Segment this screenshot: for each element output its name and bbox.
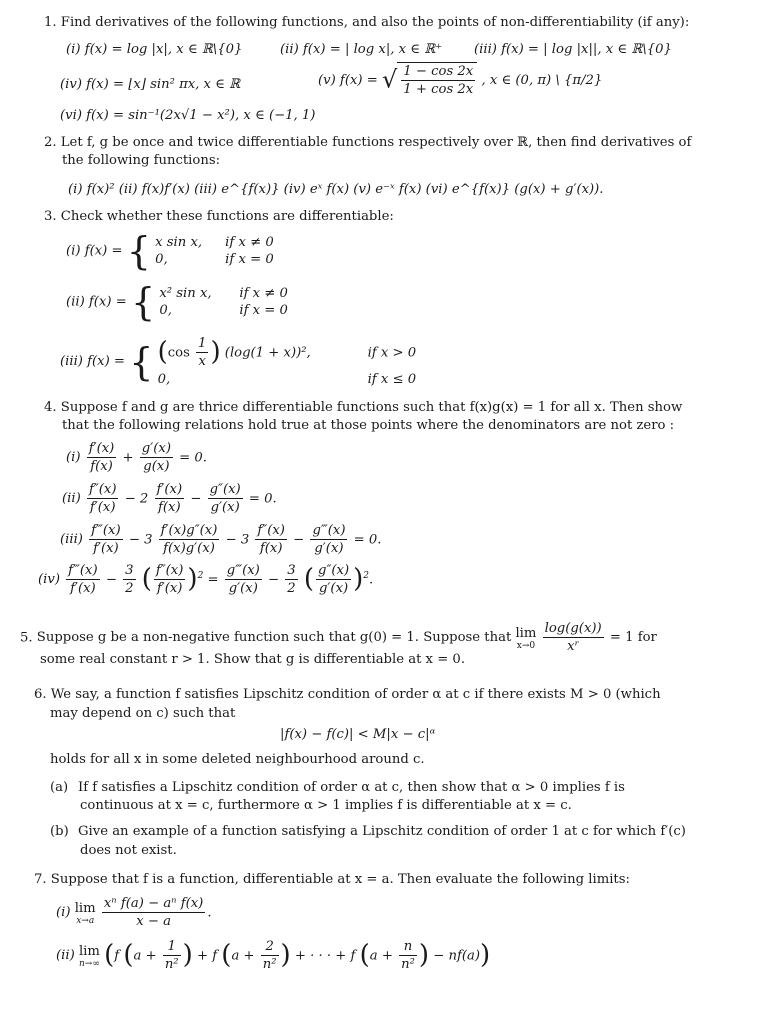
operator: − — [105, 572, 117, 588]
case-value: 0, — [155, 252, 168, 267]
frac-numerator: xⁿ f(a) − aⁿ f(x) — [102, 895, 205, 913]
problem-text: = 1 for — [609, 630, 657, 646]
problem-3-title — [44, 208, 394, 225]
problem-6-a-line-2: continuous at x = c, furthermore α > 1 implies f is differentiable at x = c. — [80, 798, 572, 813]
p1-v-numerator: 1 − cos 2x — [401, 63, 475, 81]
lim-text: lim — [78, 943, 100, 959]
frac-denominator: n² — [262, 957, 277, 973]
problem-number: 4. — [44, 400, 57, 415]
frac-numerator: g‴(x) — [225, 562, 262, 580]
frac-denominator: f′(x) — [89, 500, 116, 516]
case-condition: if x = 0 — [239, 303, 288, 318]
frac-numerator: f‴(x) — [89, 522, 122, 540]
frac-numerator: 1 — [196, 335, 208, 353]
p4-item-iv: (iv) $\frac{f‴(x)}{f'(x)}$ − $\frac{3}{2}$ ( $\frac{f''(x)}{f'(x)}$ )$^2$ = $\frac{g‴(x)}{g'(x)}$ − $\frac{3}{2}$ ( $\frac{g''(x)}{g'(x)}$ )$^2$. — [38, 563, 374, 597]
brace-symbol: { — [130, 280, 156, 324]
problem-text: Suppose f and g are thrice differentiable functions such that f(x)g(x) = 1 for all x. Then show — [60, 400, 683, 415]
problem-4-text-2: that the following relations hold true at those points where the denominators are not zero : — [62, 418, 675, 433]
term-a: a + — [231, 948, 255, 964]
item-label: (i) — [66, 450, 81, 466]
item-label: (a) — [50, 780, 69, 795]
frac-numerator: g″(x) — [316, 562, 351, 580]
item-label: (i) — [56, 905, 71, 921]
frac-numerator: 1 — [163, 938, 181, 956]
frac-denominator: g(x) — [143, 459, 170, 475]
piecewise-cases — [159, 285, 288, 320]
operator: − — [293, 532, 305, 548]
frac-denominator: x — [198, 354, 206, 370]
p4-item-ii — [62, 481, 277, 517]
problem-5-text-2: some real constant r > 1. Show that g is differentiable at x = 0. — [40, 652, 466, 667]
frac-numerator: log(g(x)) — [543, 620, 604, 638]
lim-text: lim — [515, 625, 537, 641]
frac-numerator: f′(x)g″(x) — [159, 522, 220, 540]
frac-denominator: f(x) — [90, 459, 113, 475]
equals: = 0. — [179, 450, 207, 466]
f-symbol: f — [114, 948, 120, 964]
operator: − — [268, 572, 280, 588]
p4-item-i — [66, 440, 207, 476]
equals: = — [207, 572, 219, 588]
frac-denominator: f(x) — [259, 541, 283, 557]
frac-numerator: 3 — [285, 562, 297, 580]
frac-numerator: g″(x) — [208, 481, 243, 499]
brace-symbol: { — [129, 339, 154, 384]
problem-number: 6. — [34, 687, 47, 702]
problem-6-b-line-2: does not exist. — [80, 843, 177, 858]
frac-denominator: 2 — [125, 581, 134, 597]
problem-text: Suppose that f is a function, differentiable at x = a. Then evaluate the following limits: — [50, 872, 630, 887]
frac-numerator: 3 — [123, 562, 135, 580]
frac-denominator: xʳ — [567, 639, 580, 655]
problem-6-b-line-1 — [50, 823, 686, 840]
p3-item-iii — [60, 335, 416, 388]
term-a: a + — [133, 948, 157, 964]
item-label: (ii) — [62, 491, 81, 507]
frac-numerator: f‴(x) — [66, 562, 99, 580]
p1-item-vi: (vi) f(x) = sin⁻¹(2x√1 − x²), x ∈ (−1, 1) — [60, 108, 316, 123]
frac-denominator: 2 — [287, 581, 296, 597]
frac-numerator: f′(x) — [155, 481, 185, 499]
limit-operator — [75, 900, 96, 926]
problem-text: Give an example of a function satisfying a Lipschitz condition of order 1 at c for which f′(c) — [78, 824, 686, 839]
frac-denominator: f′(x) — [93, 541, 119, 557]
p7-item-ii: (ii) lim n→∞ (f (a + $\frac{1}{\text{n²}}$ ) + f (a + $\frac{2}{\text{n²}}$ ) + · · · + f (a + $\frac{n}{\text{n²}}$ ) − nf(a)) — [56, 939, 491, 973]
limit-operator — [515, 625, 536, 651]
p3-item-ii — [66, 280, 288, 324]
operator: − nf(a) — [433, 948, 481, 964]
problem-6-text-1 — [34, 686, 661, 703]
problem-number: 7. — [34, 872, 47, 887]
problem-2-text-1 — [44, 134, 691, 151]
item-label: (b) — [50, 824, 69, 839]
operator: − 3 — [225, 532, 250, 548]
frac-numerator: f′(x) — [87, 440, 117, 458]
operator: − 2 — [124, 491, 149, 507]
case-condition: if x > 0 — [367, 345, 417, 361]
lim-subscript: x→a — [76, 916, 95, 927]
p3-i-label: (i) f(x) = — [66, 243, 123, 259]
piecewise-cases — [155, 234, 274, 269]
p1-v-denominator: 1 + cos 2x — [403, 82, 474, 98]
frac-numerator: f″(x) — [255, 522, 287, 540]
problem-7-text — [34, 871, 630, 888]
p1-item-iv: (iv) f(x) = ⌊x⌋ sin² πx, x ∈ ℝ — [60, 77, 241, 92]
problem-1-title — [44, 14, 689, 31]
problem-number: 3. — [44, 209, 57, 224]
frac-denominator: f′(x) — [70, 581, 96, 597]
problem-text: Suppose g be a non-negative function such that g(0) = 1. Suppose that — [36, 630, 512, 646]
operator: − 3 — [128, 532, 153, 548]
equals: = 0. — [248, 491, 277, 507]
operator: − — [190, 491, 202, 507]
frac-numerator: f″(x) — [154, 562, 186, 580]
p1-item-i: (i) f(x) = log |x|, x ∈ ℝ\{0} — [66, 42, 243, 57]
operator: + f — [196, 948, 218, 964]
piecewise-cases: (cos $\frac{1}{x}$ ) (log(1 + x))², if x > 0 0, if x ≤ 0 — [157, 336, 417, 387]
p3-item-i — [66, 229, 274, 273]
problem-number: 2. — [44, 135, 57, 150]
frac-denominator: g′(x) — [210, 500, 240, 516]
problem-text: Let f, g be once and twice differentiable functions respectively over ℝ, then find derivatives of — [60, 135, 692, 150]
p7-item-i — [56, 895, 212, 931]
frac-numerator: g′(x) — [140, 440, 173, 458]
problem-text: We say, a function f satisfies Lipschitz condition of order α at c if there exists M > 0 (which — [50, 687, 661, 702]
operator: + · · · + f — [294, 948, 356, 964]
problem-text: Check whether these functions are differentiable: — [60, 209, 394, 224]
frac-numerator: n — [399, 938, 417, 956]
item-label: (iv) — [38, 572, 60, 588]
sqrt-symbol: √ $\frac{1 - \cos 2x}{1 + \cos 2x}$ — [382, 62, 477, 99]
case-value: 0, — [157, 371, 171, 387]
problem-text: If f satisfies a Lipschitz condition of order α at c, then show that α > 0 implies f is — [78, 780, 625, 795]
frac-denominator: g′(x) — [314, 541, 344, 557]
p4-item-iii — [60, 522, 382, 558]
lim-text: lim — [74, 900, 96, 916]
lipschitz-formula: |f(x) − f(c)| < M|x − c|ᵅ — [280, 727, 436, 742]
frac-denominator: x − a — [136, 914, 171, 930]
frac-numerator: 2 — [261, 938, 279, 956]
period: . — [369, 572, 374, 588]
problem-6-text-3: holds for all x in some deleted neighbourhood around c. — [50, 752, 425, 767]
operator: + — [122, 450, 134, 466]
frac-denominator: g′(x) — [318, 581, 349, 597]
problem-2-text-2: the following functions: — [62, 153, 221, 168]
frac-denominator: f′(x) — [156, 581, 183, 597]
p1-v-domain: , x ∈ (0, π) \ {π/2} — [481, 72, 603, 88]
item-label: (ii) — [56, 948, 75, 964]
case-value: (log(1 + x))², — [224, 345, 311, 361]
case-condition: if x ≠ 0 — [239, 285, 288, 301]
frac-denominator: n² — [164, 957, 179, 973]
case-condition: if x = 0 — [225, 252, 274, 267]
case-condition: if x ≤ 0 — [367, 371, 417, 387]
p3-iii-label: (iii) f(x) = — [60, 353, 125, 369]
lim-subscript: x→0 — [516, 641, 536, 652]
frac-denominator: g′(x) — [228, 581, 258, 597]
frac-numerator: f″(x) — [87, 481, 119, 499]
item-label: (iii) — [60, 532, 83, 548]
frac-denominator: f(x) — [158, 500, 181, 516]
problem-text: Find derivatives of the following functions, and also the points of non-differentiability (if any): — [60, 15, 690, 30]
p1-item-v — [318, 62, 602, 99]
problem-number: 1. — [44, 15, 57, 30]
problem-6-text-2: may depend on c) such that — [50, 706, 236, 721]
case-condition: if x ≠ 0 — [225, 234, 274, 250]
frac-numerator: g‴(x) — [310, 522, 347, 540]
frac-denominator: f(x)g′(x) — [163, 541, 215, 557]
p1-item-iii: (iii) f(x) = | log |x||, x ∈ ℝ\{0} — [474, 42, 672, 57]
problem-6-a-line-1 — [50, 779, 625, 796]
problem-number: 5. — [20, 630, 33, 646]
problem-4-text-1 — [44, 399, 682, 416]
case-value: x² sin x, — [159, 285, 212, 301]
p1-v-label: (v) f(x) = — [318, 72, 378, 88]
term-a: a + — [369, 948, 393, 964]
brace-symbol: { — [126, 229, 151, 273]
p1-item-ii: (ii) f(x) = | log x|, x ∈ ℝ⁺ — [280, 42, 443, 57]
case-value: x sin x, — [155, 234, 203, 250]
limit-operator — [79, 943, 100, 969]
cos-text: cos — [167, 345, 190, 361]
period: . — [207, 905, 212, 921]
p3-ii-label: (ii) f(x) = — [66, 294, 127, 310]
case-value: 0, — [159, 303, 172, 318]
lim-subscript: n→∞ — [78, 959, 100, 970]
p2-items: (i) f(x)² (ii) f(x)f′(x) (iii) e^{f(x)} (iv) eˣ f(x) (v) e⁻ˣ f(x) (vi) e^{f(x)} (g(x) + g′(x)). — [68, 182, 604, 197]
frac-denominator: n² — [401, 957, 415, 973]
equals: = 0. — [353, 532, 382, 548]
